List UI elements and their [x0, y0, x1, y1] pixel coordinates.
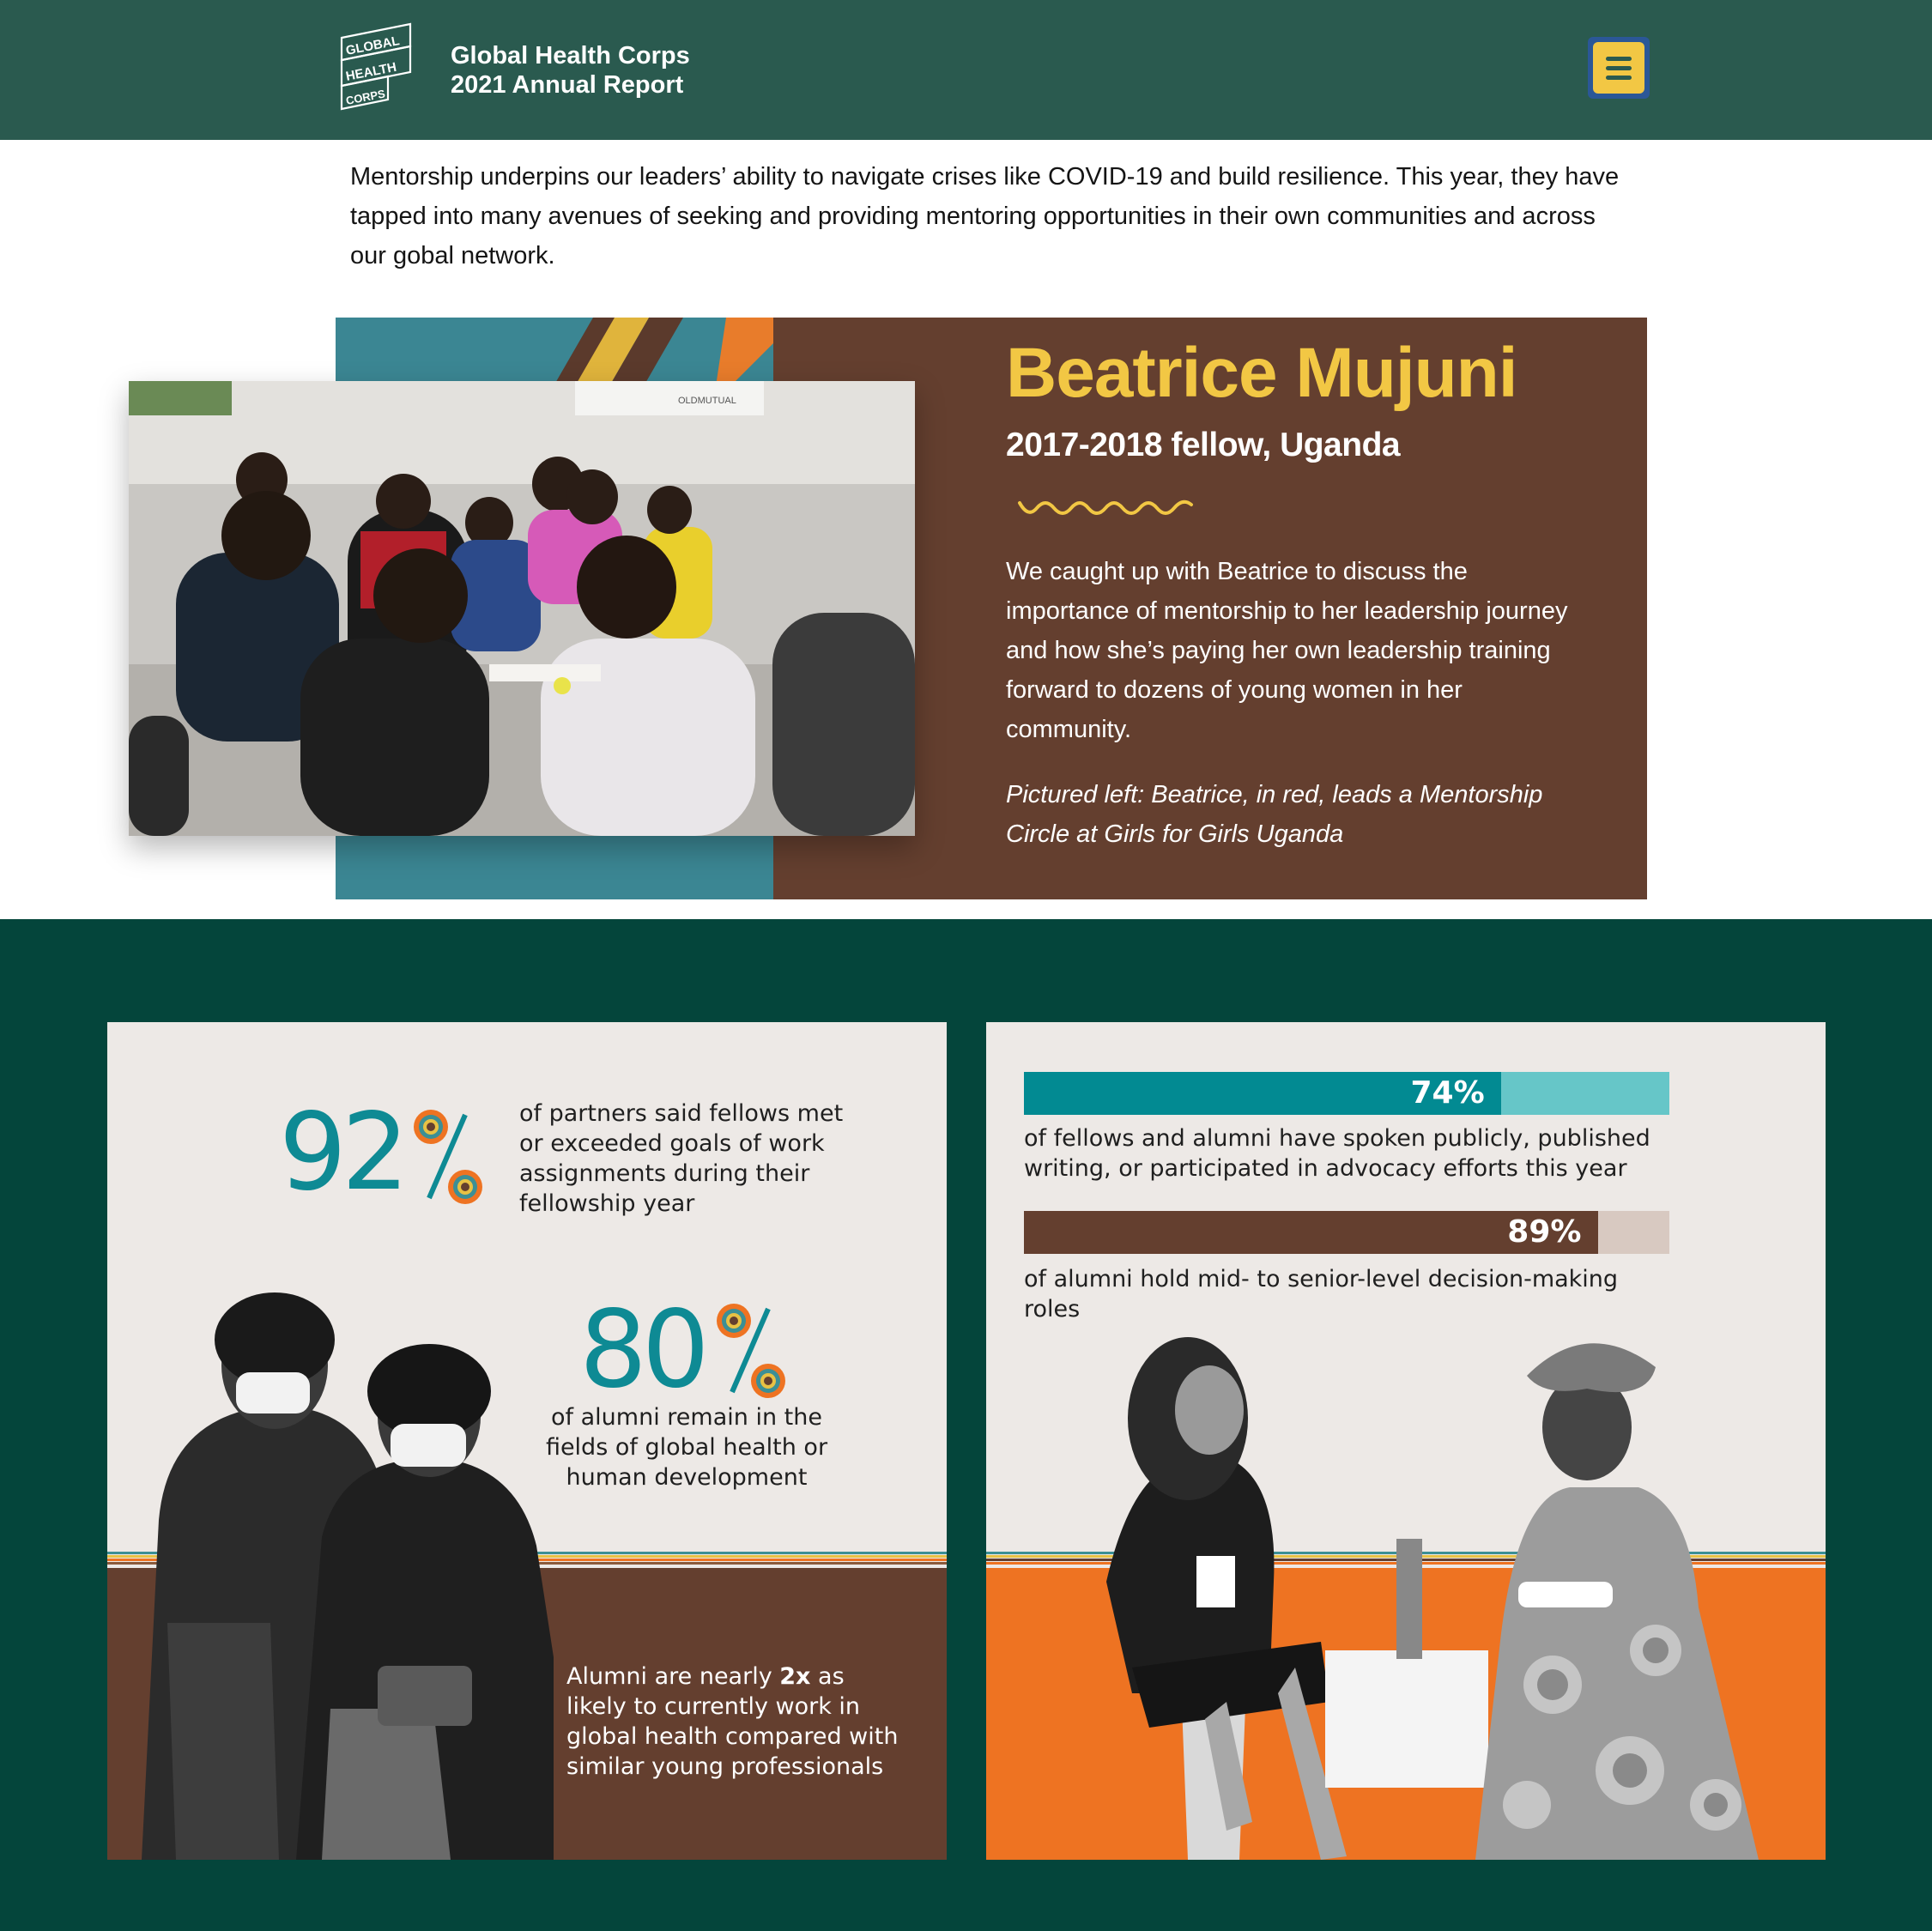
bar-89-label: 89%	[1507, 1214, 1582, 1250]
fellow-name: Beatrice Mujuni	[1006, 334, 1517, 412]
stat-80-percent-symbol	[715, 1302, 788, 1401]
stats-panel-right	[986, 1022, 1826, 1860]
stat-80-text: of alumni remain in the fields of global health or human development	[545, 1404, 828, 1491]
bar-74-track	[1024, 1072, 1669, 1115]
alumni-2x-text: Alumni are nearly 2x as likely to currently work in global health compared with similar young professionals	[566, 1663, 899, 1780]
stat-80-number: 80	[579, 1288, 705, 1412]
fellow-subtitle: 2017-2018 fellow, Uganda	[1006, 427, 1401, 463]
feature-description: We caught up with Beatrice to discuss the importance of mentorship to her leadership journey and how she’s paying her own leadership training forward to dozens of young women in her community.	[1006, 558, 1568, 743]
logo-word-health: HEALTH	[344, 59, 398, 84]
stats-panel-left	[107, 1022, 947, 1860]
bar-89-text: of alumni hold mid- to senior-level decision-making roles	[1024, 1266, 1619, 1323]
bar-89-track	[1024, 1211, 1669, 1254]
intro-paragraph: Mentorship underpins our leaders’ ability to navigate crises like COVID-19 and build resilience. This year, they have tapped into many avenues of seeking and providing mentoring opportunities in their own communities and across our gobal network.	[350, 163, 1620, 269]
two-alumni-masked-photo	[107, 1262, 554, 1860]
panel-speakers-photo	[1038, 1324, 1776, 1860]
site-header	[0, 0, 1932, 140]
global-health-corps-logo[interactable]	[335, 22, 421, 115]
stat-92-text: of partners said fellows met or exceeded goals of work assignments during their fellowship year	[519, 1100, 844, 1217]
brand-line-1: Global Health Corps	[451, 42, 690, 70]
photo-caption: Pictured left: Beatrice, in red, leads a Mentorship Circle at Girls for Girls Uganda	[1006, 781, 1543, 848]
hamburger-menu-icon	[1593, 42, 1644, 94]
stat-92-number: 92	[279, 1091, 404, 1214]
mentorship-circle-photo	[129, 381, 915, 836]
logo-word-global: GLOBAL	[344, 33, 401, 58]
menu-button[interactable]	[1588, 37, 1650, 99]
bar-74-text: of fellows and alumni have spoken publicly, published writing, or participated in advocacy efforts this year	[1024, 1125, 1650, 1182]
photo-banner-text: OLDMUTUAL	[678, 396, 736, 406]
logo-word-corps: CORPS	[344, 87, 386, 107]
stat-92-percent-symbol	[412, 1108, 485, 1207]
bar-74-label: 74%	[1410, 1075, 1485, 1111]
brand-line-2: 2021 Annual Report	[451, 71, 684, 99]
squiggle-decoration	[1017, 494, 1197, 522]
brand-title[interactable]	[451, 41, 690, 100]
